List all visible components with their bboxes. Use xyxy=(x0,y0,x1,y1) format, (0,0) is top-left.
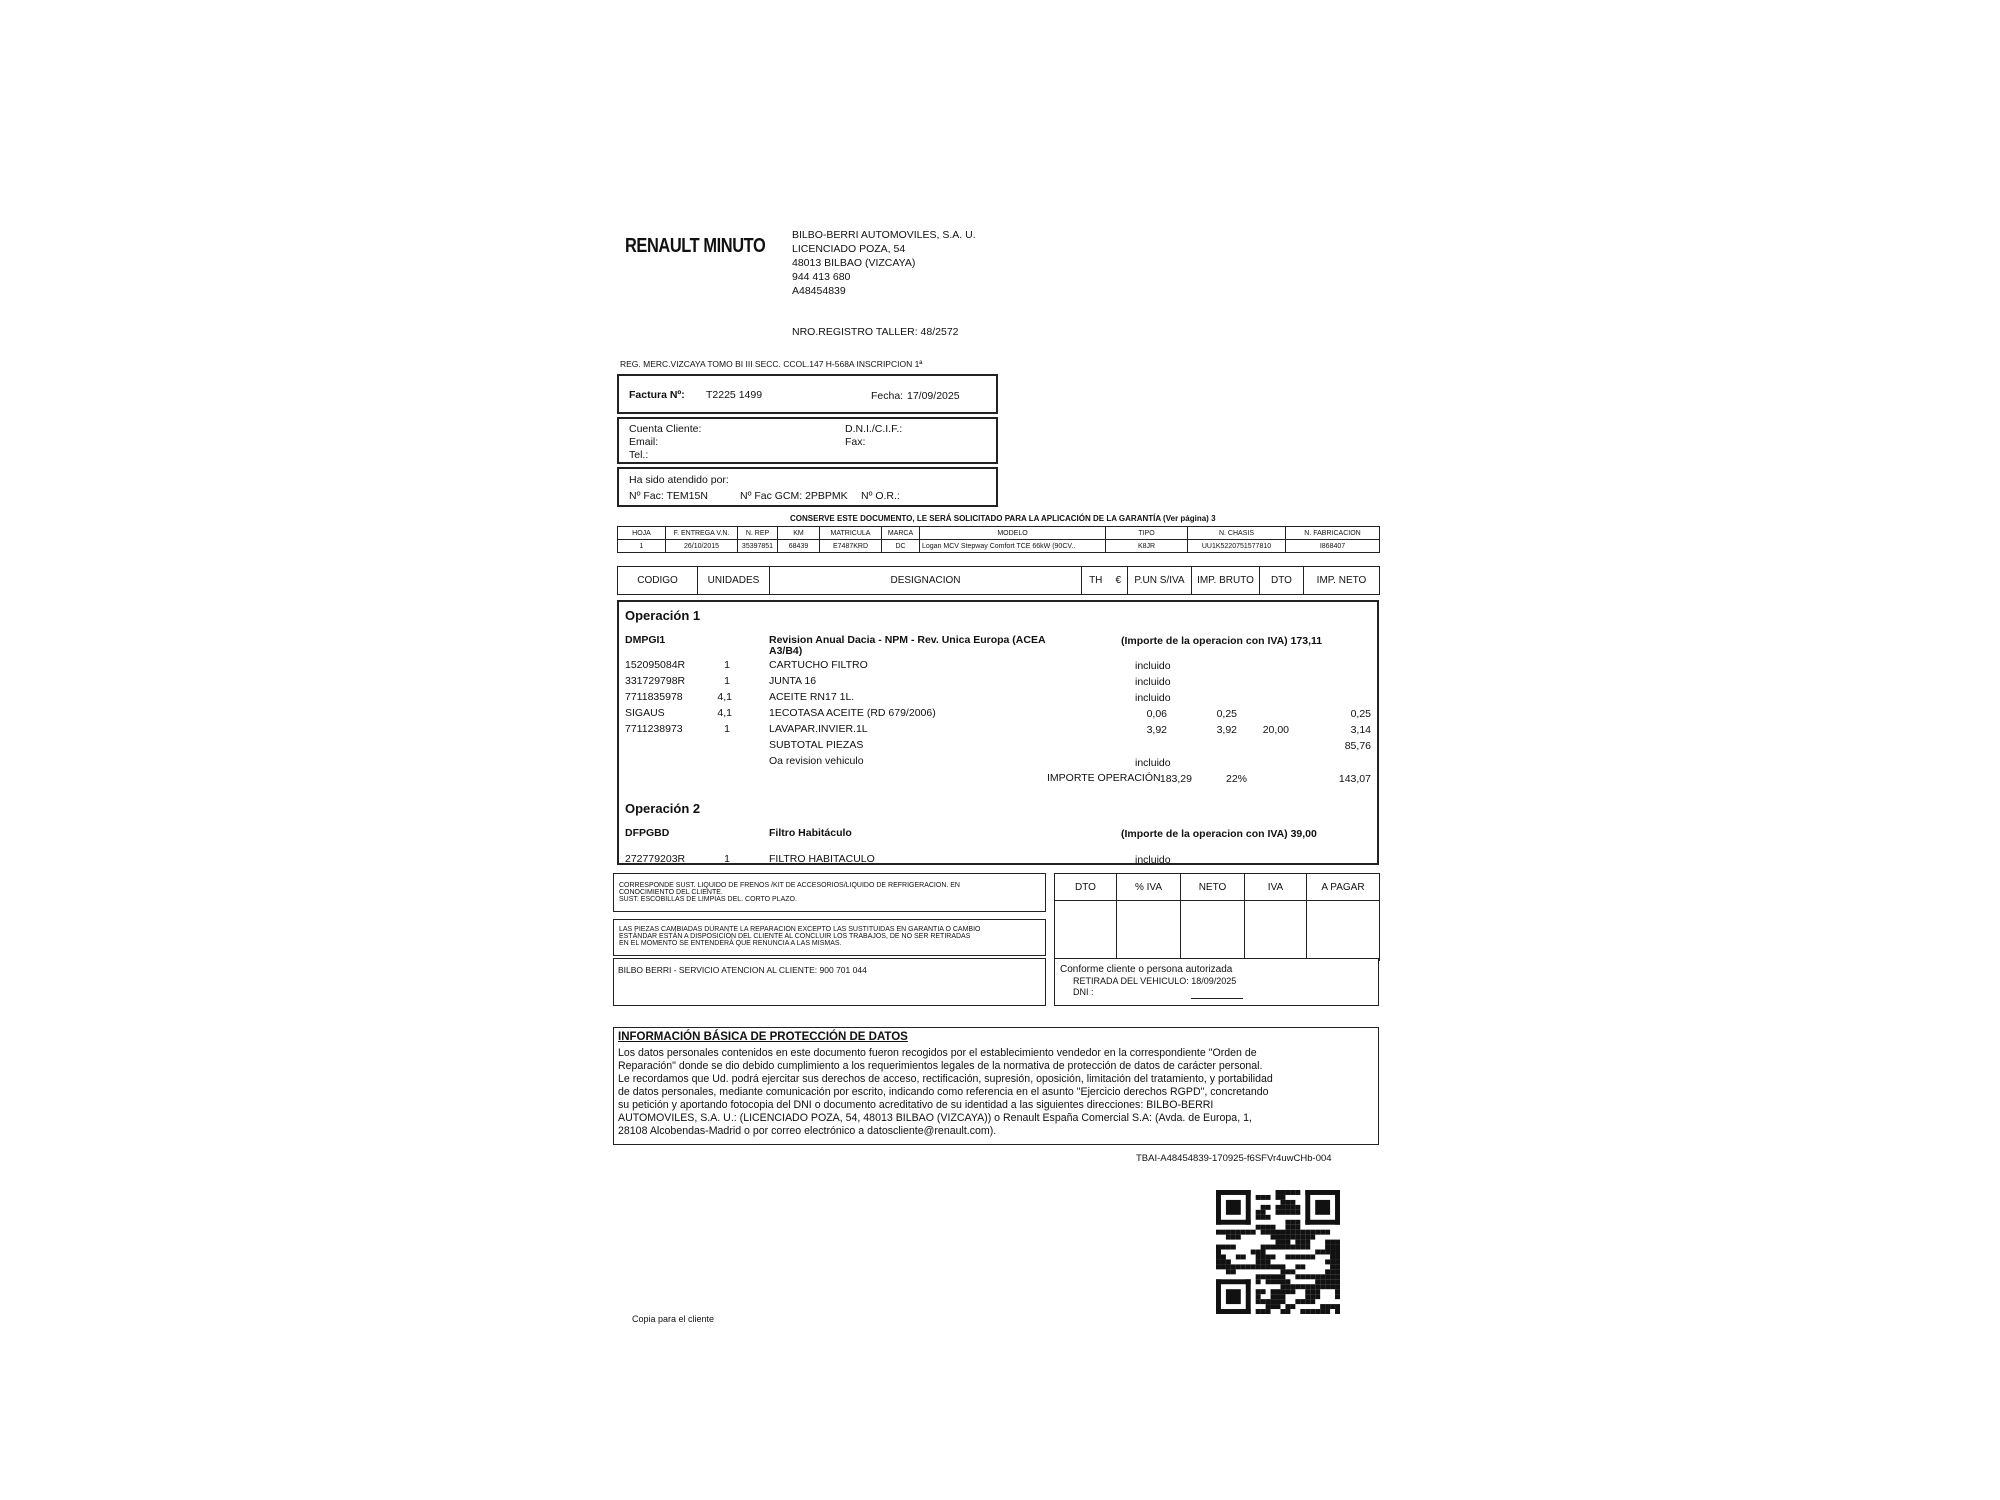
vehicle-cell: UU1K5220751577810 xyxy=(1188,540,1286,553)
note-line: SUST. ESCOBILLAS DE LIMPIAS DEL. CORTO PLAZO. xyxy=(619,896,797,903)
labor-pun: incluido xyxy=(1135,757,1171,769)
guarantee-note: CONSERVE ESTE DOCUMENTO, LE SERÁ SOLICITADO PARA LA APLICACIÓN DE LA GARANTÍA (Ver página) 3 xyxy=(790,514,1216,523)
line-pun: incluido xyxy=(1135,854,1171,865)
company-line: 48013 BILBAO (VIZCAYA) xyxy=(792,257,916,269)
totals-cell xyxy=(1055,901,1117,961)
totals-header: IVA xyxy=(1245,874,1307,901)
privacy-line: 28108 Alcobendas-Madrid o por correo electrónico a datoscliente@renault.com). xyxy=(618,1125,997,1137)
operation-title: Operación 1 xyxy=(625,608,701,623)
lines-header xyxy=(617,566,1380,595)
client-account-label: Cuenta Cliente: xyxy=(629,423,702,435)
vehicle-header: N. FABRICACION xyxy=(1286,527,1380,540)
vehicle-cell: I868407 xyxy=(1286,540,1380,553)
column-header: P.UN S/IVA xyxy=(1128,567,1192,595)
lines-box xyxy=(617,600,1379,865)
column-header: UNIDADES xyxy=(698,567,770,595)
line-pun: 0,06 xyxy=(1146,708,1167,720)
privacy-title: INFORMACIÓN BÁSICA DE PROTECCIÓN DE DATOS xyxy=(618,1031,908,1043)
note-line: ESTÁNDAR ESTÁN A DISPOSICIÓN DEL CLIENTE AL CONCLUIR LOS TRABAJOS, DE NO SER RETIRADAS xyxy=(619,933,971,940)
totals-header: NETO xyxy=(1181,874,1245,901)
operation-importe: (Importe de la operacion con IVA) 39,00 xyxy=(1121,828,1317,840)
column-header: € xyxy=(1110,567,1128,595)
vehicle-cell: E7487KRD xyxy=(820,540,882,553)
privacy-line: Los datos personales contenidos en este documento fueron recogidos por el establecimiento vendedor en la correspondiente "Orden de xyxy=(618,1047,1257,1059)
line-code: 152095084R xyxy=(625,659,686,671)
totals-table xyxy=(1054,873,1380,961)
line-neto: 0,25 xyxy=(1350,708,1371,720)
operation-code: DFPGBD xyxy=(625,827,670,839)
vehicle-header: N. REP xyxy=(738,527,778,540)
line-desc: ACEITE RN17 1L. xyxy=(769,691,855,703)
line-desc: FILTRO HABITACULO xyxy=(769,853,875,865)
column-header: IMP. NETO xyxy=(1304,567,1380,595)
invoice-number-label: Factura Nº: xyxy=(629,389,685,401)
privacy-line: su petición y aportando fotocopia del DNI o documento acreditativo de su identidad a las siguientes direcciones: BILBO-BERRI xyxy=(618,1099,1214,1111)
copy-label: Copia para el cliente xyxy=(632,1314,715,1324)
operation-title: Operación 2 xyxy=(625,801,701,816)
vehicle-header: MODELO xyxy=(920,527,1106,540)
line-units: 4,1 xyxy=(717,707,732,719)
vehicle-header: N. CHASIS xyxy=(1188,527,1286,540)
vehicle-cell: 68439 xyxy=(778,540,820,553)
operation-desc: Revision Anual Dacia - NPM - Rev. Unica Europa (ACEA xyxy=(769,634,1046,646)
totals-header: A PAGAR xyxy=(1307,874,1380,901)
column-header: CODIGO xyxy=(618,567,698,595)
line-bruto: 3,92 xyxy=(1216,724,1237,736)
column-header: IMP. BRUTO xyxy=(1192,567,1260,595)
vehicle-header: F. ENTREGA V.N. xyxy=(666,527,738,540)
line-code: SIGAUS xyxy=(625,707,665,719)
signature-line xyxy=(1191,998,1243,999)
vehicle-header: KM xyxy=(778,527,820,540)
labor-desc: Oa revision vehiculo xyxy=(769,755,864,767)
signature-label: Conforme cliente o persona autorizada xyxy=(1060,964,1233,975)
vehicle-cell: 35397851 xyxy=(738,540,778,553)
vehicle-cell: 26/10/2015 xyxy=(666,540,738,553)
vehicle-header: MARCA xyxy=(882,527,920,540)
company-line: LICENCIADO POZA, 54 xyxy=(792,243,906,255)
line-desc: CARTUCHO FILTRO xyxy=(769,659,868,671)
importe-operacion-label: IMPORTE OPERACIÓN xyxy=(1047,772,1161,784)
invoice-date-label: Fecha: xyxy=(871,390,904,402)
service-phone: BILBO BERRI - SERVICIO ATENCION AL CLIENTE: 900 701 044 xyxy=(618,965,867,975)
subtotal-value: 85,76 xyxy=(1344,740,1371,752)
privacy-line: AUTOMOVILES, S.A. U.: (LICENCIADO POZA, 54, 48013 BILBAO (VIZCAYA)) o Renault España Comercial S.A: (Avda. de Europa, 1, xyxy=(618,1112,1252,1124)
note-line: EN EL MOMENTO SE ENTENDERÁ QUE RENUNCIA A LAS MISMAS. xyxy=(619,940,842,947)
signature-box xyxy=(1054,958,1379,1006)
client-email-label: Email: xyxy=(629,436,659,448)
importe-operacion-bruto: 183,29 xyxy=(1159,773,1192,785)
line-desc: JUNTA 16 xyxy=(769,675,817,687)
line-units: 1 xyxy=(724,675,730,687)
line-units: 1 xyxy=(724,723,730,735)
client-dni-label: D.N.I./C.I.F.: xyxy=(845,423,903,435)
attended-label: Ha sido atendido por: xyxy=(629,474,729,486)
client-tel-label: Tel.: xyxy=(629,449,649,461)
vehicle-header: TIPO xyxy=(1106,527,1188,540)
line-units: 1 xyxy=(724,853,730,865)
totals-header: % IVA xyxy=(1117,874,1181,901)
company-line: A48454839 xyxy=(792,285,846,297)
line-desc: LAVAPAR.INVIER.1L xyxy=(769,723,868,735)
company-line: 944 413 680 xyxy=(792,271,851,283)
totals-cell xyxy=(1117,901,1181,961)
line-pun: incluido xyxy=(1135,660,1171,672)
invoice-or: Nº O.R.: xyxy=(861,490,900,502)
operation-code: DMPGI1 xyxy=(625,634,666,646)
tbai-code: TBAI-A48454839-170925-f6SFVr4uwCHb-004 xyxy=(1136,1153,1332,1164)
attended-box xyxy=(617,467,998,507)
vehicle-cell: K8JR xyxy=(1106,540,1188,553)
vehicle-cell: 1 xyxy=(618,540,666,553)
line-code: 272779203R xyxy=(625,853,686,865)
column-header: DESIGNACION xyxy=(770,567,1082,595)
privacy-box xyxy=(613,1027,1379,1145)
note-line: CORRESPONDE SUST. LIQUIDO DE FRENOS /KIT DE ACCESORIOS/LIQUIDO DE REFRIGERACION. EN xyxy=(619,882,960,889)
client-box xyxy=(617,417,998,464)
client-fax-label: Fax: xyxy=(845,436,866,448)
line-desc: 1ECOTASA ACEITE (RD 679/2006) xyxy=(769,707,936,719)
line-pun: incluido xyxy=(1135,676,1171,688)
vehicle-data-row xyxy=(618,540,1380,553)
line-pun: 3,92 xyxy=(1146,724,1167,736)
operation-desc: A3/B4) xyxy=(769,645,803,657)
note-line: LAS PIEZAS CAMBIADAS DURANTE LA REPARACION EXCEPTO LAS SUSTITUIDAS EN GARANTIA O CAMBIO xyxy=(619,926,981,933)
note-parts xyxy=(613,919,1046,956)
company-line: BILBO-BERRI AUTOMOVILES, S.A. U. xyxy=(792,229,976,241)
totals-cell xyxy=(1307,901,1380,961)
line-code: 7711835978 xyxy=(625,691,683,703)
line-code: 7711238973 xyxy=(625,723,683,735)
line-units: 4,1 xyxy=(717,691,732,703)
invoice-gcm: Nº Fac GCM: 2PBPMK xyxy=(740,490,848,502)
registro-taller: NRO.REGISTRO TALLER: 48/2572 xyxy=(792,326,959,338)
line-pun: incluido xyxy=(1135,692,1171,704)
registro-mercantil: REG. MERC.VIZCAYA TOMO BI III SECC. CCOL.147 H-568A INSCRIPCION 1ª xyxy=(620,359,923,369)
signature-dni: DNI : xyxy=(1073,987,1094,997)
vehicle-table xyxy=(617,526,1380,553)
privacy-line: Le recordamos que Ud. podrá ejercitar sus derechos de acceso, rectificación, supresión, oposición, limitación del tratamiento, y portabilidad xyxy=(618,1073,1273,1085)
vehicle-cell: Logan MCV Stepway Comfort TCE 66kW (90CV.. xyxy=(920,540,1106,553)
privacy-line: Reparación" donde se dio debido cumplimiento a los requerimientos legales de la normativa de protección de datos de carácter personal. xyxy=(618,1060,1263,1072)
note-line: CONOCIMIENTO DEL CLIENTE. xyxy=(619,889,723,896)
brand-logo: RENAULT MINUTO xyxy=(625,235,766,257)
invoice-date: 17/09/2025 xyxy=(907,390,960,402)
line-code: 331729798R xyxy=(625,675,686,687)
vehicle-header-row xyxy=(618,527,1380,540)
invoice-box xyxy=(617,374,998,414)
importe-operacion-neto: 143,07 xyxy=(1338,773,1371,785)
operation-desc: Filtro Habitáculo xyxy=(769,827,852,839)
vehicle-cell: DC xyxy=(882,540,920,553)
line-neto: 3,14 xyxy=(1350,724,1371,736)
subtotal-label: SUBTOTAL PIEZAS xyxy=(769,739,864,751)
totals-cell xyxy=(1245,901,1307,961)
column-header: TH xyxy=(1082,567,1110,595)
invoice-number: T2225 1499 xyxy=(706,389,763,401)
importe-operacion-dto: 22% xyxy=(1225,773,1247,785)
note-service xyxy=(613,958,1046,1006)
vehicle-header: HOJA xyxy=(618,527,666,540)
line-dto: 20,00 xyxy=(1262,724,1289,736)
signature-retirada: RETIRADA DEL VEHICULO: 18/09/2025 xyxy=(1073,976,1237,986)
note-accessories xyxy=(613,873,1046,912)
vehicle-header: MATRICULA xyxy=(820,527,882,540)
line-units: 1 xyxy=(724,659,730,671)
invoice-fac: Nº Fac: TEM15N xyxy=(629,490,708,502)
line-bruto: 0,25 xyxy=(1216,708,1237,720)
column-header: DTO xyxy=(1260,567,1304,595)
totals-cell xyxy=(1181,901,1245,961)
privacy-line: de datos personales, mediante comunicación por escrito, indicando como referencia en el asunto "Ejercicio derechos RGPD", concretando xyxy=(618,1086,1269,1098)
operation-importe: (Importe de la operacion con IVA) 173,11 xyxy=(1121,635,1323,647)
totals-header: DTO xyxy=(1055,874,1117,901)
qr-code xyxy=(1216,1190,1340,1314)
